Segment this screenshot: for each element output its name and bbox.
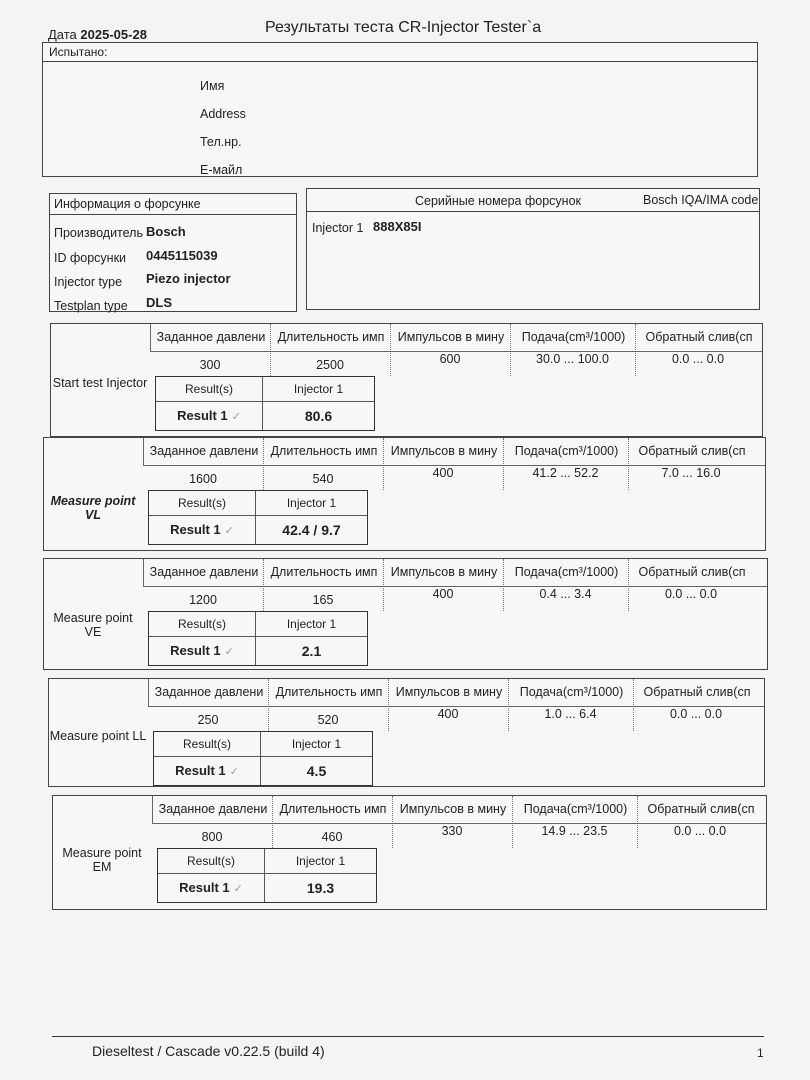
test-point-value: 7.0 ... 16.0 (661, 466, 721, 480)
column-header: Обратный слив(cп (647, 802, 755, 816)
test-point-value: 0.0 ... 0.0 (669, 707, 723, 721)
test-point-column-header (148, 679, 764, 707)
serial-numbers-header (307, 189, 759, 212)
result-table (148, 490, 368, 545)
injector-info-section (49, 193, 297, 312)
injector-info-header (50, 194, 296, 215)
column-header: Заданное давлени (149, 565, 259, 579)
result-row-label (154, 757, 261, 785)
injector-column-header: Injector 1 (291, 737, 342, 751)
test-point-name: Measure point LL (49, 729, 147, 743)
date-label: Дата (48, 27, 77, 42)
test-point-value: 460 (321, 830, 343, 844)
test-point-value: 300 (199, 358, 221, 372)
software-version: Dieseltest / Cascade v0.22.5 (build 4) (92, 1043, 325, 1059)
test-point-measure-point-vl (43, 437, 766, 551)
manufacturer-label: Производитель (54, 226, 143, 240)
column-header: Импульсов в мину (395, 685, 503, 699)
field-email-label: E-майл (200, 163, 243, 177)
column-header: Импульсов в мину (399, 802, 507, 816)
tested-heading: Испытано: (49, 45, 108, 59)
result-table (148, 611, 368, 666)
footer-divider (52, 1036, 764, 1037)
column-header: Импульсов в мину (397, 330, 505, 344)
report-date (48, 27, 147, 42)
result-table-header (158, 849, 376, 874)
results-column-header: Result(s) (149, 612, 256, 636)
test-point-value: 800 (201, 830, 223, 844)
testplan-type-value: DLS (146, 295, 172, 310)
column-header: Подача(cm³/1000) (521, 330, 626, 344)
page-number: 1 (757, 1046, 764, 1060)
test-point-value: 250 (197, 713, 219, 727)
column-header: Заданное давлени (156, 330, 266, 344)
injector-column-header: Injector 1 (295, 854, 346, 868)
column-header: Длительность имп (270, 565, 378, 579)
result-row-label (149, 516, 256, 544)
test-point-value: 0.0 ... 0.0 (664, 587, 718, 601)
page-title: Результаты теста CR-Injector Tester`a (265, 19, 542, 36)
result-value: 42.4 / 9.7 (282, 522, 341, 538)
serial-injector-label: Injector 1 (312, 221, 364, 235)
injector-column-header: Injector 1 (293, 382, 344, 396)
test-point-value: 0.4 ... 3.4 (539, 587, 592, 601)
serial-numbers-heading: Серийные номера форсунок (415, 194, 581, 208)
result-value: 19.3 (306, 880, 335, 896)
column-header: Обратный слив(cп (638, 565, 746, 579)
result-value: 4.5 (306, 763, 327, 779)
column-header: Импульсов в мину (390, 565, 498, 579)
result-label: Result 1 (170, 643, 221, 658)
serial-injector-value: 888X85I (373, 219, 422, 234)
result-table (153, 731, 373, 786)
test-point-value: 1600 (189, 472, 217, 486)
column-header: Обратный слив(cп (643, 685, 751, 699)
test-point-value: 165 (312, 593, 334, 607)
result-row-label (156, 402, 263, 430)
results-column-header: Result(s) (156, 377, 263, 401)
test-point-value: 400 (432, 587, 454, 601)
date-value: 2025-05-28 (80, 27, 147, 42)
test-point-column-header (143, 559, 767, 587)
check-icon: ✓ (229, 766, 239, 778)
injector-id-label: ID форсунки (54, 251, 127, 265)
result-table (157, 848, 377, 903)
field-name-label: Имя (200, 79, 225, 93)
column-header: Подача(cm³/1000) (514, 565, 619, 579)
result-table (155, 376, 375, 431)
column-header: Длительность имп (277, 330, 385, 344)
test-point-value: 0.0 ... 0.0 (673, 824, 727, 838)
column-header: Заданное давлени (149, 444, 259, 458)
test-point-value: 30.0 ... 100.0 (536, 352, 609, 366)
test-point-value: 41.2 ... 52.2 (532, 466, 599, 480)
test-point-name: Measure point VL (50, 494, 136, 522)
column-header: Заданное давлени (158, 802, 268, 816)
check-icon: ✓ (231, 411, 241, 423)
tested-section (42, 42, 758, 177)
column-header: Обратный слив(cп (645, 330, 753, 344)
column-header: Обратный слив(cп (638, 444, 746, 458)
check-icon: ✓ (233, 883, 243, 895)
column-header: Подача(cm³/1000) (523, 802, 628, 816)
column-header: Длительность имп (270, 444, 378, 458)
column-header: Длительность имп (279, 802, 387, 816)
test-point-value: 14.9 ... 23.5 (541, 824, 608, 838)
column-header: Заданное давлени (154, 685, 264, 699)
manufacturer-value: Bosch (146, 224, 186, 239)
test-point-value: 1200 (189, 593, 217, 607)
tested-header (43, 43, 757, 62)
result-row-label (149, 637, 256, 665)
injector-column-header: Injector 1 (286, 617, 337, 631)
test-point-value: 0.0 ... 0.0 (671, 352, 725, 366)
result-value: 80.6 (304, 408, 333, 424)
test-point-start-test-injector (50, 323, 763, 437)
iqa-code-heading: Bosch IQA/IMA code (643, 193, 759, 207)
field-address-label: Address (200, 107, 246, 121)
result-label: Result 1 (175, 763, 226, 778)
testplan-type-label: Testplan type (54, 299, 128, 313)
result-label: Result 1 (170, 522, 221, 537)
test-point-measure-point-ll (48, 678, 765, 787)
serial-numbers-section (306, 188, 760, 310)
result-table-header (149, 612, 367, 637)
column-header: Подача(cm³/1000) (519, 685, 624, 699)
injector-type-value: Piezo injector (146, 271, 231, 286)
check-icon: ✓ (224, 525, 234, 537)
test-point-value: 1.0 ... 6.4 (544, 707, 597, 721)
injector-info-heading: Информация о форсунке (54, 197, 201, 211)
test-point-name: Measure point VE (53, 611, 133, 639)
test-point-column-header (150, 324, 762, 352)
result-table-header (149, 491, 367, 516)
test-point-name: Start test Injector (52, 376, 148, 390)
result-table-header (156, 377, 374, 402)
column-header: Длительность имп (275, 685, 383, 699)
result-value: 2.1 (301, 643, 322, 659)
injector-id-value: 0445115039 (146, 248, 218, 263)
test-point-value: 400 (437, 707, 459, 721)
test-point-name: Measure point EM (62, 846, 142, 874)
results-column-header: Result(s) (149, 491, 256, 515)
column-header: Подача(cm³/1000) (514, 444, 619, 458)
results-column-header: Result(s) (158, 849, 265, 873)
column-header: Импульсов в мину (390, 444, 498, 458)
test-point-column-header (152, 796, 766, 824)
injector-type-label: Injector type (54, 275, 123, 289)
test-point-value: 540 (312, 472, 334, 486)
result-label: Result 1 (179, 880, 230, 895)
results-column-header: Result(s) (154, 732, 261, 756)
check-icon: ✓ (224, 646, 234, 658)
test-point-value: 330 (441, 824, 463, 838)
test-point-value: 600 (439, 352, 461, 366)
test-point-measure-point-em (52, 795, 767, 910)
injector-column-header: Injector 1 (286, 496, 337, 510)
test-point-value: 520 (317, 713, 339, 727)
field-phone-label: Тел.нр. (200, 135, 242, 149)
result-row-label (158, 874, 265, 902)
result-label: Result 1 (177, 408, 228, 423)
test-point-value: 2500 (316, 358, 344, 372)
test-point-value: 400 (432, 466, 454, 480)
test-point-measure-point-ve (43, 558, 768, 670)
result-table-header (154, 732, 372, 757)
test-point-column-header (143, 438, 765, 466)
